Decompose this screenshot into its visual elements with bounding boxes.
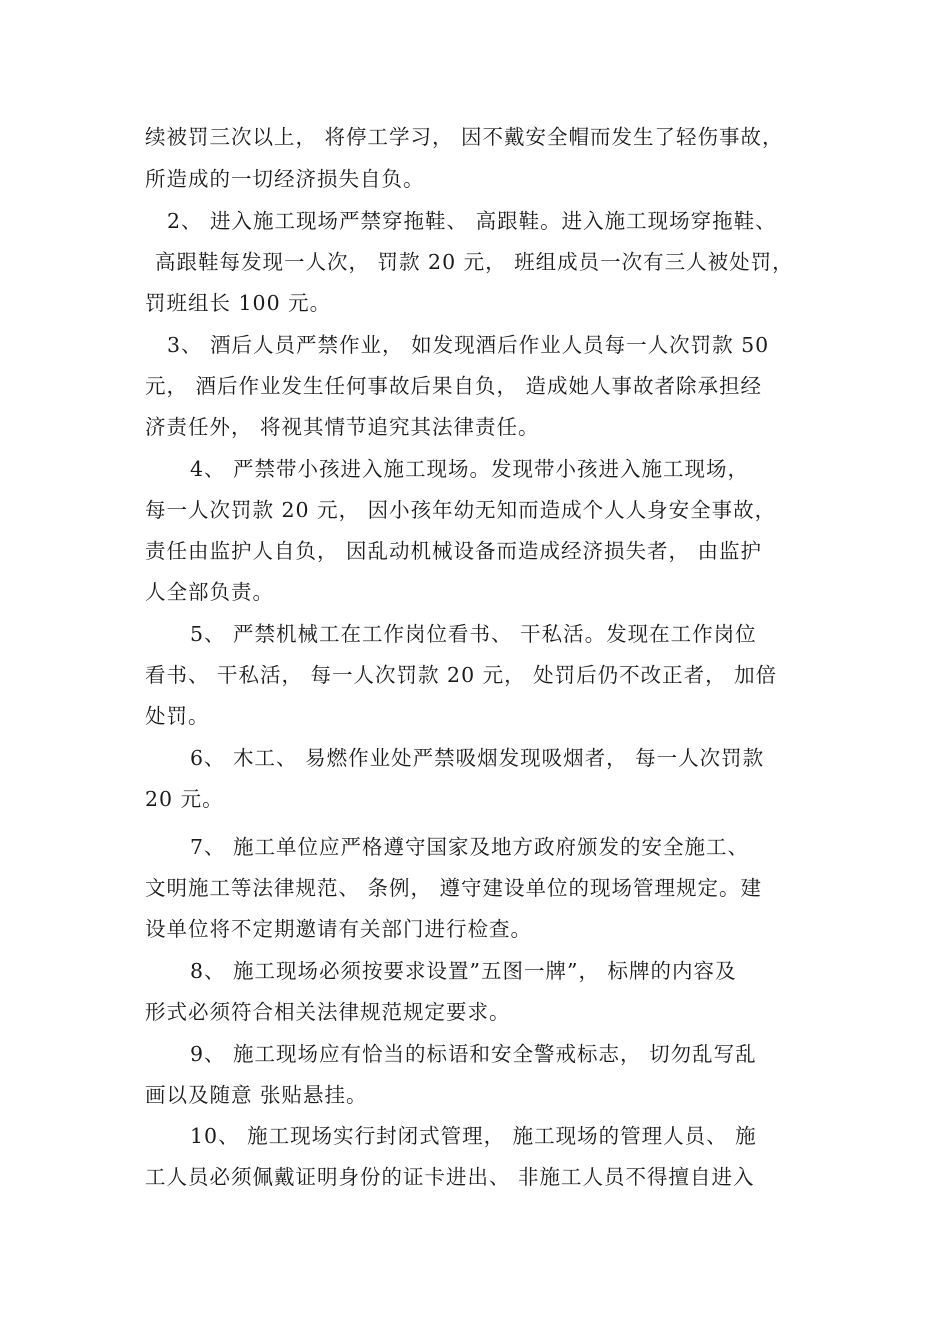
text-line: 人全部负责。: [145, 580, 274, 604]
text-line: 元， 酒后作业发生任何事故后果自负， 造成她人事故者除承担经: [145, 374, 763, 398]
text-line: 罚班组长 100 元。: [145, 291, 332, 315]
text-line: 工人员必须佩戴证明身份的证卡进出、 非施工人员不得擅自进入: [145, 1165, 755, 1189]
text-line: 20 元。: [145, 787, 224, 811]
text-line: 文明施工等法律规范、 条例， 遵守建设单位的现场管理规定。建: [145, 876, 763, 900]
text-line: 设单位将不定期邀请有关部门进行检查。: [145, 917, 532, 941]
text-line: 济责任外， 将视其情节追究其法律责任。: [145, 415, 540, 439]
text-line: 每一人次罚款 20 元， 因小孩年幼无知而造成个人人身安全事故，: [145, 498, 777, 522]
text-line: 4、 严禁带小孩进入施工现场。发现带小孩进入施工现场，: [190, 457, 750, 481]
text-line: 画以及随意 张贴悬挂。: [145, 1083, 368, 1107]
text-line: 处罚。: [145, 704, 210, 728]
text-line: 7、 施工单位应严格遵守国家及地方政府颁发的安全施工、: [190, 835, 750, 859]
text-line: 6、 木工、 易燃作业处严禁吸烟发现吸烟者， 每一人次罚款: [190, 746, 765, 770]
text-line: 8、 施工现场必须按要求设置”五图一牌”， 标牌的内容及: [190, 959, 737, 983]
text-line: 10、 施工现场实行封闭式管理， 施工现场的管理人员、 施: [190, 1124, 757, 1148]
text-line: 责任由监护人自负， 因乱动机械设备而造成经济损失者， 由监护: [145, 539, 763, 563]
text-line: 9、 施工现场应有恰当的标语和安全警戒标志， 切勿乱写乱: [190, 1042, 757, 1066]
text-line: 2、 进入施工现场严禁穿拖鞋、 高跟鞋。进入施工现场穿拖鞋、: [167, 209, 777, 233]
text-line: 3、 酒后人员严禁作业， 如发现酒后作业人员每一人次罚款 50: [167, 333, 770, 357]
text-line: 所造成的一切经济损失自负。: [145, 167, 425, 191]
text-line: 5、 严禁机械工在工作岗位看书、 干私活。发现在工作岗位: [190, 622, 757, 646]
text-line: 看书、 干私活， 每一人次罚款 20 元， 处罚后仍不改正者， 加倍: [145, 663, 778, 687]
text-line: 高跟鞋每发现一人次， 罚款 20 元， 班组成员一次有三人被处罚，: [155, 250, 794, 274]
text-line: 续被罚三次以上， 将停工学习， 因不戴安全帽而发生了轻伤事故，: [145, 125, 784, 149]
text-line: 形式必须符合相关法律规范规定要求。: [145, 1000, 511, 1024]
